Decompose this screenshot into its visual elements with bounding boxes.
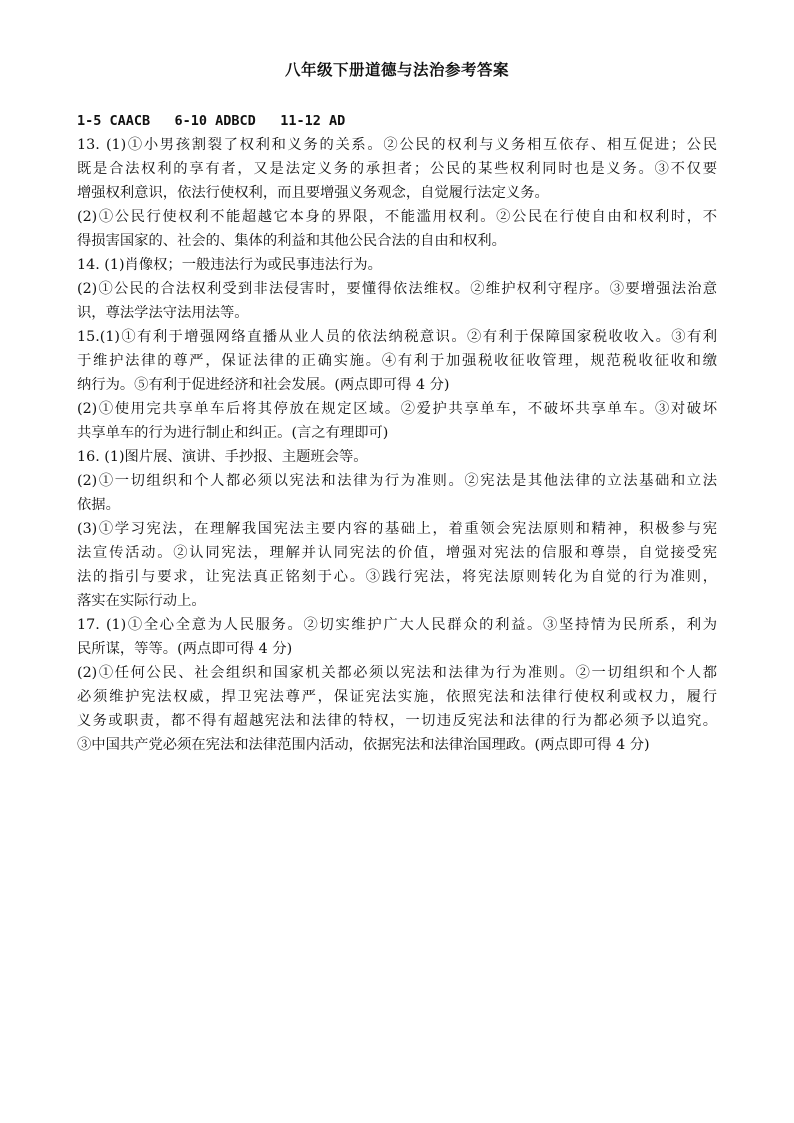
answer-line: 民所谋，等等。(两点即可得 4 分) bbox=[77, 641, 293, 657]
answer-line: (2)①一切组织和个人都必须以宪法和法律为行为准则。②宪法是其他法律的立法基础和立法 bbox=[77, 473, 717, 489]
answer-line: 得损害国家的、社会的、集体的利益和其他公民合法的自由和权利。 bbox=[77, 233, 506, 249]
answer-line: 法的指引与要求，让宪法真正铭刻于心。③践行宪法，将宪法原则转化为自觉的行为准则， bbox=[77, 569, 717, 585]
answer-line: 于维护法律的尊严，保证法律的正确实施。④有利于加强税收征收管理，规范税收征收和缴 bbox=[77, 353, 717, 369]
answer-line: 识，尊法学法守法用法等。 bbox=[77, 305, 249, 321]
document-title: 八年级下册道德与法治参考答案 bbox=[284, 60, 509, 79]
answer-line: 16. (1)图片展、演讲、手抄报、主题班会等。 bbox=[77, 449, 368, 465]
answer-line: 13. (1)①小男孩割裂了权利和义务的关系。②公民的权利与义务相互依存、相互促进；公民 bbox=[77, 137, 717, 153]
answer-line: (2)①任何公民、社会组织和国家机关都必须以宪法和法律为行为准则。②一切组织和个人都 bbox=[77, 665, 717, 681]
answer-line: 增强权利意识，依法行使权利，而且要增强义务观念，自觉履行法定义务。 bbox=[77, 185, 549, 201]
answer-line: 落实在实际行动上。 bbox=[77, 593, 206, 609]
answer-line: 共享单车的行为进行制止和纠正。(言之有理即可) bbox=[77, 425, 389, 441]
multiple-choice-answers: 1-5 CAACB 6-10 ADBCD 11-12 AD bbox=[77, 113, 346, 129]
answer-line: (2)①使用完共享单车后将其停放在规定区域。②爱护共享单车，不破坏共享单车。③对破坏 bbox=[77, 401, 717, 417]
answer-line: ③中国共产党必须在宪法和法律范围内活动，依据宪法和法律治国理政。(两点即可得 4 分) bbox=[77, 737, 650, 753]
answer-line: (3)①学习宪法，在理解我国宪法主要内容的基础上，着重领会宪法原则和精神，积极参与宪 bbox=[77, 521, 717, 537]
answer-body bbox=[77, 109, 717, 757]
answer-line: 义务或职责，都不得有超越宪法和法律的特权，一切违反宪法和法律的行为都必须予以追究。 bbox=[77, 713, 717, 729]
answer-lines bbox=[77, 133, 717, 757]
answer-line: 17. (1)①全心全意为人民服务。②切实维护广大人民群众的利益。③坚持情为民所系，利为 bbox=[77, 617, 717, 633]
answer-line: 依据。 bbox=[77, 497, 120, 513]
answer-line: 法宣传活动。②认同宪法，理解并认同宪法的价值，增强对宪法的信服和尊崇，自觉接受宪 bbox=[77, 545, 717, 561]
answer-line: (2)①公民的合法权利受到非法侵害时，要懂得依法维权。②维护权利守程序。③要增强法治意 bbox=[77, 281, 717, 297]
answer-line: 既是合法权利的享有者，又是法定义务的承担者；公民的某些权利同时也是义务。③不仅要 bbox=[77, 161, 717, 177]
answer-line: 必须维护宪法权威，捍卫宪法尊严，保证宪法实施，依照宪法和法律行使权利或权力，履行 bbox=[77, 689, 717, 705]
answer-line: (2)①公民行使权利不能超越它本身的界限，不能滥用权利。②公民在行使自由和权利时，不 bbox=[77, 209, 717, 225]
answer-line: 14. (1)肖像权；一般违法行为或民事违法行为。 bbox=[77, 257, 382, 273]
answer-line: 纳行为。⑤有利于促进经济和社会发展。(两点即可得 4 分) bbox=[77, 377, 450, 393]
answer-line: 15.(1)①有利于增强网络直播从业人员的依法纳税意识。②有利于保障国家税收收入。③有利 bbox=[77, 329, 717, 345]
